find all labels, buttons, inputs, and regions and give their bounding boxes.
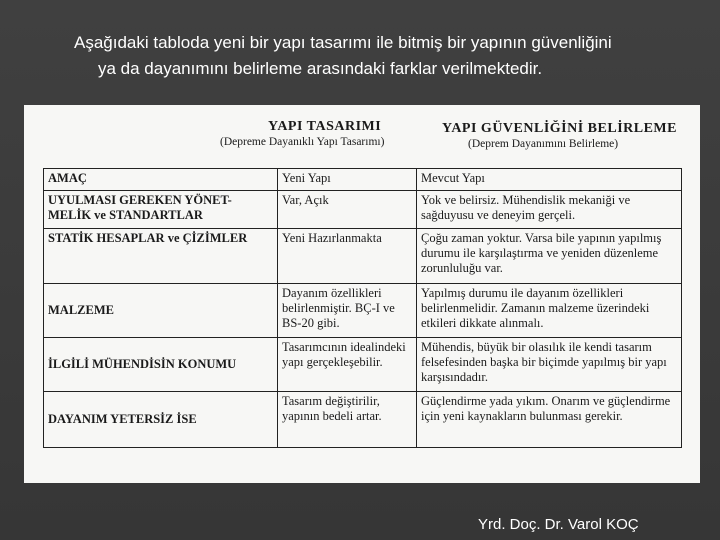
assessment-cell: Yok ve belirsiz. Mühendislik mekaniği ve sağduyusu ve deneyim gerçeli. (417, 191, 682, 229)
table-row (44, 229, 682, 284)
header-design: YAPI TASARIMI (268, 119, 382, 134)
row-label: İLGİLİ MÜHENDİSİN KONUMU (44, 338, 278, 392)
assessment-cell: Yapılmış durumu ile dayanım özellikleri belirlenmelidir. Zamanın malzeme üzerindeki etkileri dikkate alınmalı. (417, 284, 682, 338)
table-row (44, 284, 682, 338)
table-row (44, 392, 682, 448)
scanned-table-image (24, 105, 700, 483)
table-row (44, 191, 682, 229)
design-cell: Var, Açık (278, 191, 417, 229)
design-cell: Tasarımcının idealindeki yapı gerçekleşebilir. (278, 338, 417, 392)
comparison-table (43, 168, 682, 448)
row-label: AMAÇ (44, 169, 278, 191)
table-row (44, 169, 682, 191)
assessment-cell: Çoğu zaman yoktur. Varsa bile yapının yapılmış durumu ile karşılaştırma ve yeniden düzenleme zorunluluğu var. (417, 229, 682, 284)
row-label: UYULMASI GEREKEN YÖNET-MELİK ve STANDARTLAR (44, 191, 278, 229)
assessment-cell: Mühendis, büyük bir olasılık ile kendi tasarım felsefesinden başka bir biçimde yapılmış bir yapı karşısındadır. (417, 338, 682, 392)
author-signature: Yrd. Doç. Dr. Varol KOÇ (478, 516, 639, 533)
subheader-assessment: (Deprem Dayanımını Belirleme) (468, 138, 619, 150)
row-label: DAYANIM YETERSİZ İSE (44, 392, 278, 448)
header-assessment: YAPI GÜVENLİĞİNİ BELİRLEME (442, 121, 677, 136)
design-cell: Tasarım değiştirilir, yapının bedeli artar. (278, 392, 417, 448)
design-cell: Yeni Yapı (278, 169, 417, 191)
table-row (44, 338, 682, 392)
design-cell: Dayanım özellikleri belirlenmiştir. BÇ-I ve BS-20 gibi. (278, 284, 417, 338)
caption-line-2: ya da dayanımını belirleme arasındaki farklar verilmektedir. (98, 59, 543, 78)
row-label: STATİK HESAPLAR ve ÇİZİMLER (44, 229, 278, 284)
assessment-cell: Güçlendirme yada yıkım. Onarım ve güçlendirme için yeni kaynakların bulunması gerekir. (417, 392, 682, 448)
design-cell: Yeni Hazırlanmakta (278, 229, 417, 284)
assessment-cell: Mevcut Yapı (417, 169, 682, 191)
subheader-design: (Depreme Dayanıklı Yapı Tasarımı) (220, 136, 385, 148)
slide-caption (74, 30, 714, 82)
row-label: MALZEME (44, 284, 278, 338)
caption-line-1: Aşağıdaki tabloda yeni bir yapı tasarımı ile bitmiş bir yapının güvenliğini (74, 33, 612, 52)
